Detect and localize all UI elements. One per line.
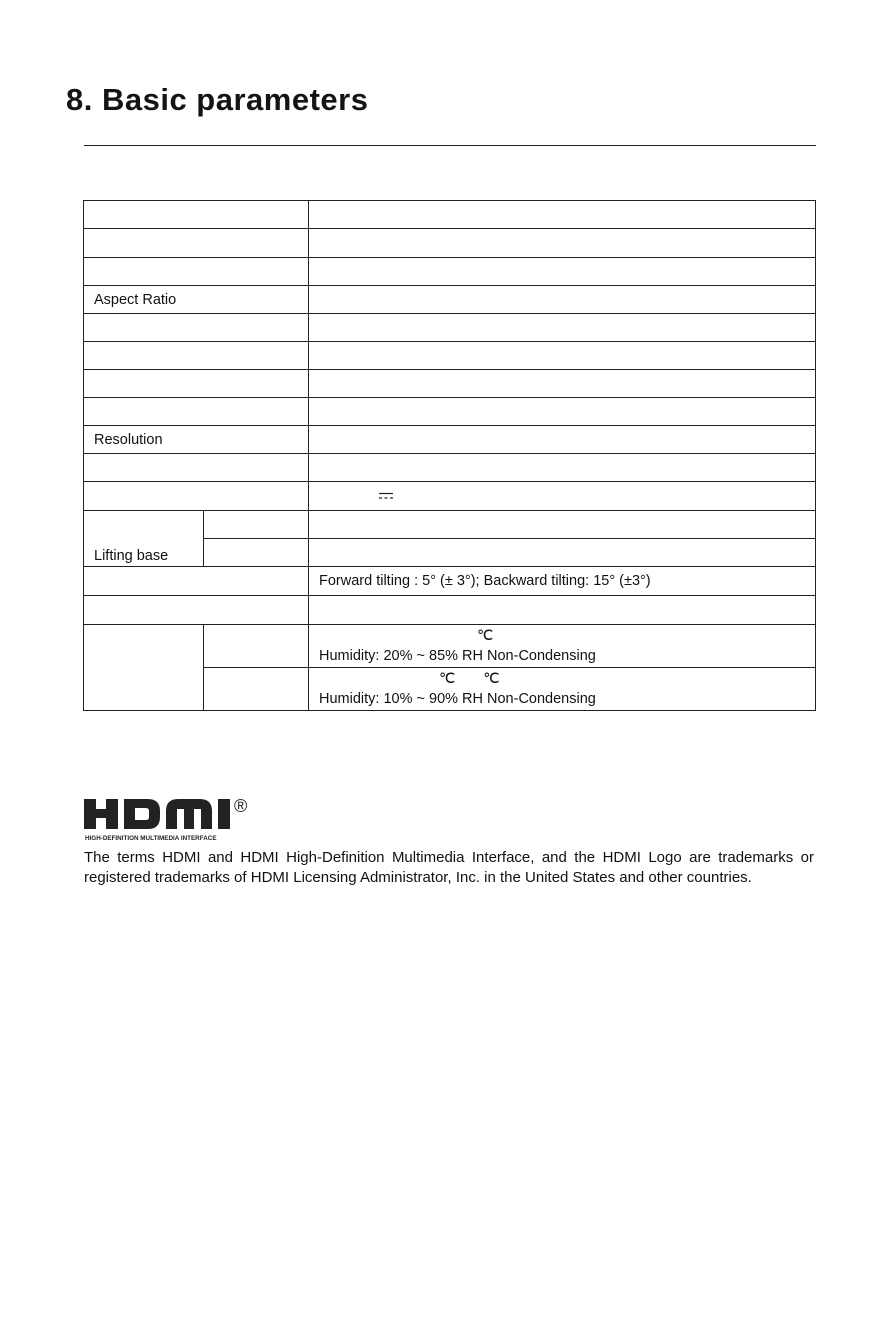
- table-row: [84, 567, 816, 596]
- table-row: [84, 511, 816, 539]
- param-value: [309, 286, 816, 314]
- table-row: [84, 229, 816, 258]
- param-value: [309, 370, 816, 398]
- table-row: [84, 596, 816, 625]
- param-value: [309, 342, 816, 370]
- table-row: [84, 201, 816, 229]
- table-row: [84, 258, 816, 286]
- param-label: [84, 201, 309, 229]
- operating-temperature: [319, 626, 805, 646]
- param-value: [309, 314, 816, 342]
- param-value: [309, 229, 816, 258]
- table-row: [84, 482, 816, 511]
- trademark-notice: The terms HDMI and HDMI High-Definition Multimedia Interface, and the HDMI Logo are trademarks or registered trademarks of HDMI Licensing Administrator, Inc. in the United States and other countries.: [84, 849, 814, 886]
- lifting-base-label: Lifting base: [84, 511, 204, 567]
- storage-temperature: [319, 669, 805, 689]
- dc-power-icon: [379, 489, 393, 503]
- table-row: [84, 398, 816, 426]
- operating-sub-label: [204, 625, 309, 668]
- tilt-value: Forward tilting : 5° (± 3°); Backward tilting: 15° (±3°): [309, 567, 816, 596]
- param-label: [84, 482, 309, 511]
- param-label: [84, 454, 309, 482]
- celsius-unit: ℃: [439, 671, 456, 687]
- table-row: [84, 370, 816, 398]
- celsius-unit: ℃: [483, 671, 500, 687]
- param-label: [84, 229, 309, 258]
- table-row: [84, 286, 816, 314]
- param-value: [309, 201, 816, 229]
- table-row: [84, 426, 816, 454]
- param-label-resolution: Resolution: [84, 426, 309, 454]
- param-label: [84, 398, 309, 426]
- hdmi-logo: [84, 796, 270, 842]
- operating-humidity: Humidity: 20% ~ 85% RH Non-Condensing: [319, 648, 596, 664]
- operating-environment-value: [309, 625, 816, 668]
- tilt-label: [84, 567, 309, 596]
- parameters-table: [83, 200, 816, 711]
- table-row: [84, 314, 816, 342]
- param-value: [309, 454, 816, 482]
- param-value-power: [309, 482, 816, 511]
- param-label: [84, 314, 309, 342]
- param-label: [84, 342, 309, 370]
- param-label: [84, 370, 309, 398]
- table-row: [84, 342, 816, 370]
- table-row: [84, 625, 816, 668]
- param-label-aspect-ratio: Aspect Ratio: [84, 286, 309, 314]
- param-label: [84, 596, 309, 625]
- param-sub-label: [204, 511, 309, 539]
- storage-sub-label: [204, 668, 309, 711]
- storage-humidity: Humidity: 10% ~ 90% RH Non-Condensing: [319, 691, 596, 707]
- param-label: [84, 258, 309, 286]
- celsius-unit: ℃: [477, 628, 494, 644]
- registered-mark: ®: [234, 796, 248, 816]
- storage-environment-value: [309, 668, 816, 711]
- param-sub-label: [204, 539, 309, 567]
- page-title: 8. Basic parameters: [66, 82, 369, 117]
- param-value: [309, 258, 816, 286]
- param-value: [309, 596, 816, 625]
- param-value: [309, 398, 816, 426]
- param-value: [309, 426, 816, 454]
- param-value: [309, 511, 816, 539]
- environment-label: [84, 625, 204, 711]
- hdmi-logo-subtext: HIGH-DEFINITION MULTIMEDIA INTERFACE: [85, 835, 217, 842]
- param-value: [309, 539, 816, 567]
- table-row: [84, 454, 816, 482]
- title-divider: [84, 145, 816, 146]
